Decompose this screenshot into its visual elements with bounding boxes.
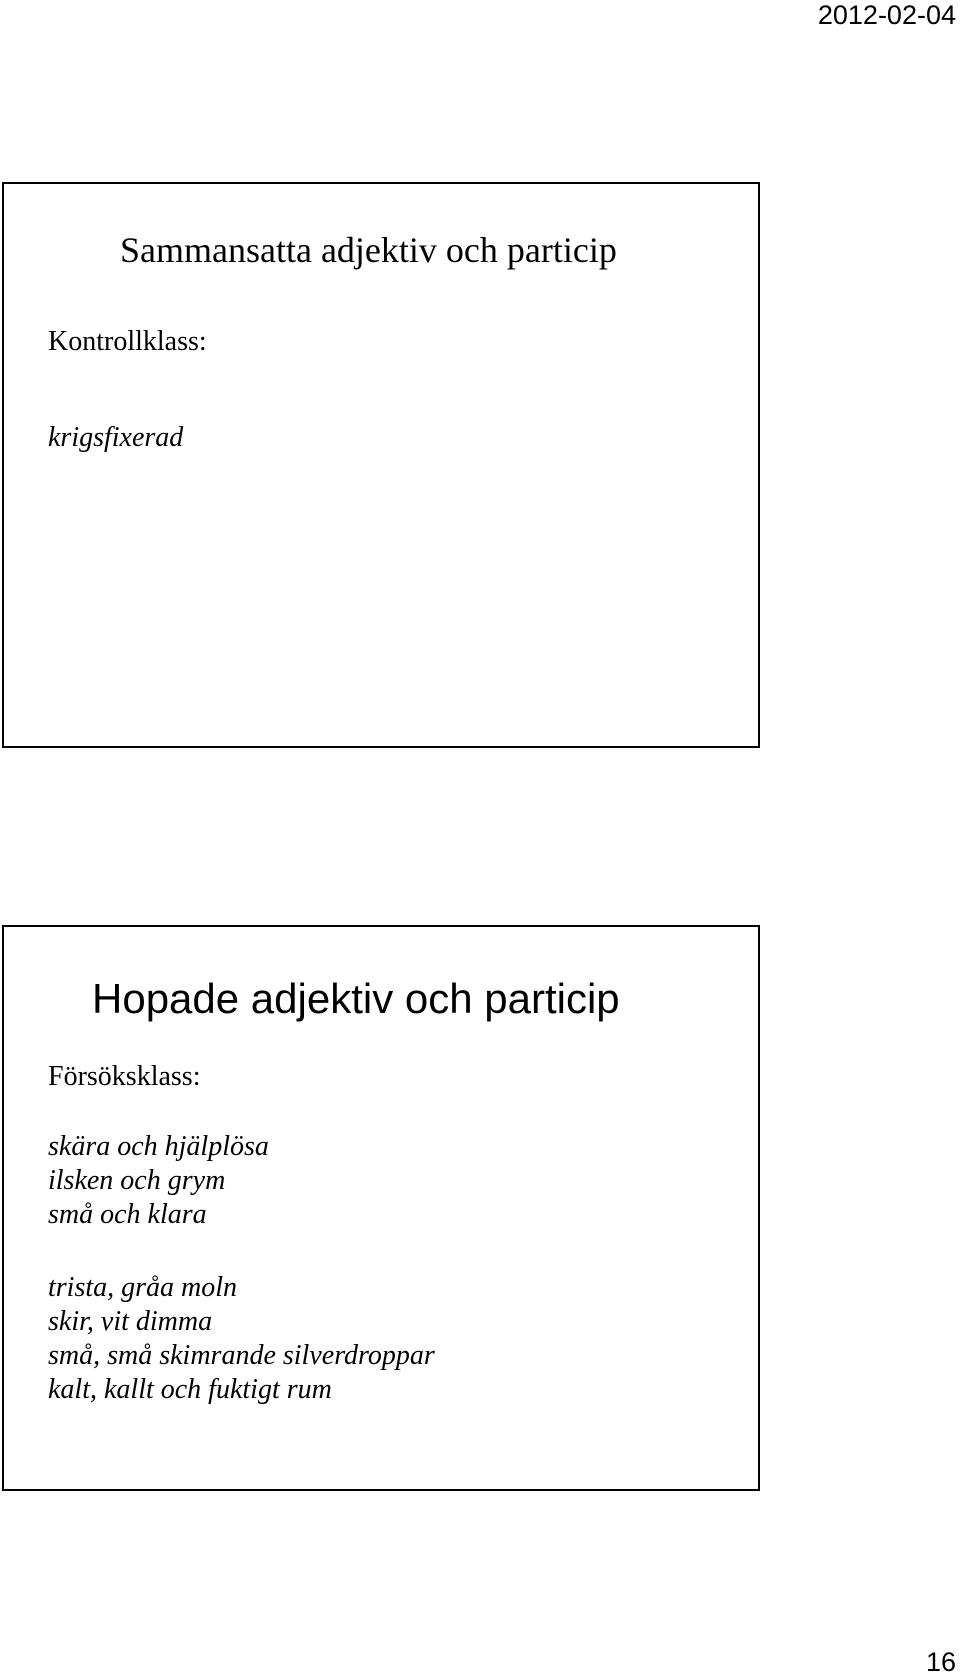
example-word: krigsfixerad [48, 422, 184, 453]
list-item: ilsken och grym [48, 1165, 226, 1196]
example-list-coordinated [48, 1130, 269, 1232]
list-item: skära och hjälplösa [48, 1131, 269, 1162]
list-item: små och klara [48, 1199, 207, 1230]
slide-stacked-adjectives [2, 925, 760, 1491]
page-number: 16 [925, 1647, 956, 1677]
list-item: små, små skimrande silverdroppar [48, 1340, 435, 1371]
list-item: skir, vit dimma [48, 1306, 213, 1337]
list-item: kalt, kallt och fuktigt rum [48, 1374, 332, 1405]
header-date: 2012-02-04 [817, 0, 956, 30]
class-label: Försöksklass: [48, 1061, 201, 1092]
list-item: trista, gråa moln [48, 1272, 238, 1303]
slide-compound-adjectives [2, 182, 760, 748]
slide-title: Hopade adjektiv och particip [92, 975, 620, 1022]
class-label: Kontrollklass: [48, 326, 207, 357]
example-list-stacked [48, 1271, 435, 1407]
slide-title: Sammansatta adjektiv och particip [120, 230, 617, 270]
